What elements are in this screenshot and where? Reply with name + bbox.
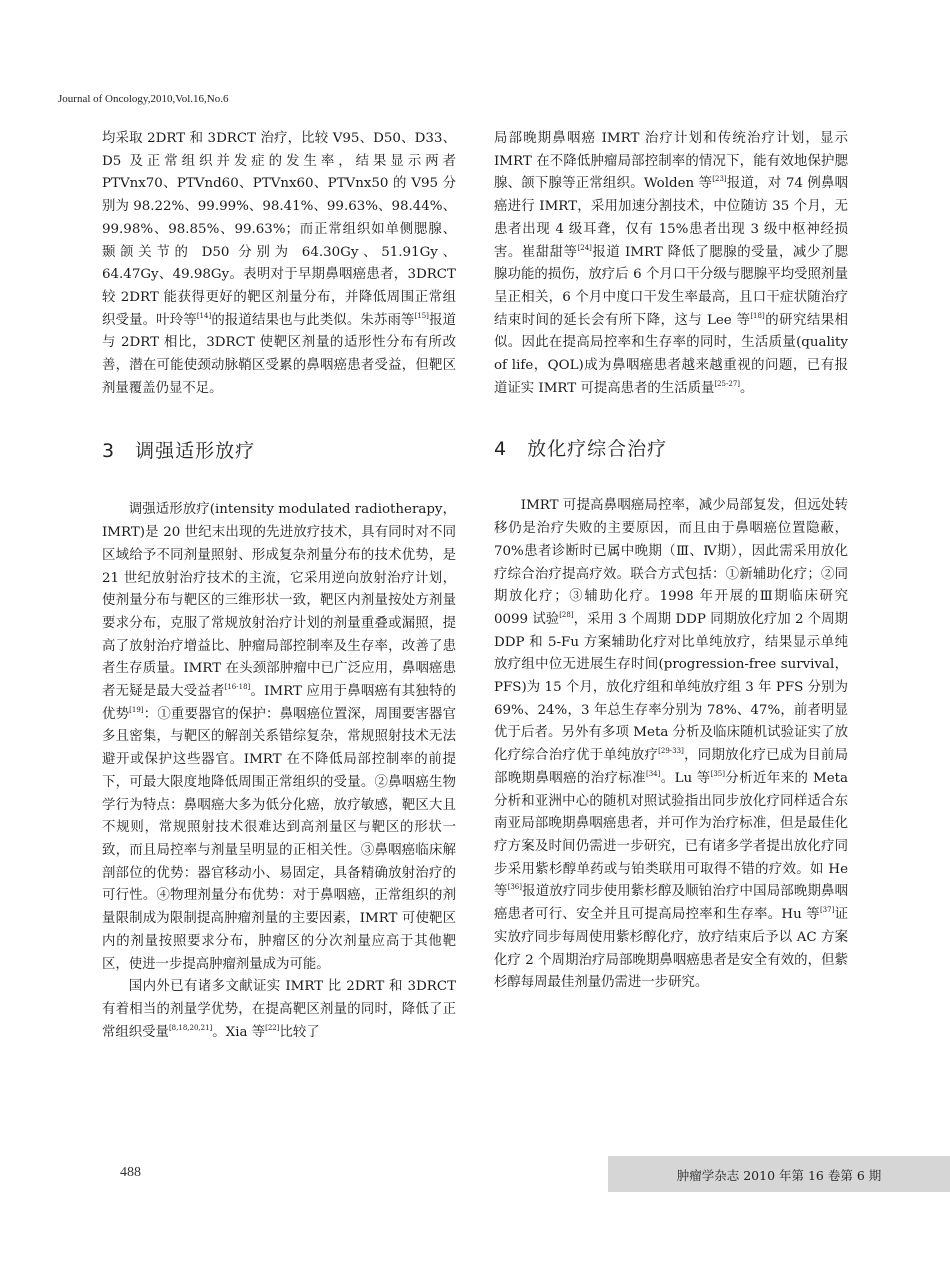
citation: [37] xyxy=(819,906,835,915)
paragraph-3drct-results: 均采取 2DRT 和 3DRCT 治疗，比较 V95、D50、D33、D5 及正常组织并发症的发生率，结果显示两者 PTVnx70、PTVnd60、PTVnx60、PTVnx50 的 V95 分别为 98.22%、99.99%、98.41%、99.63%、98.44%、99.98%、98.85%、99.63%；而正常组织如单侧腮腺、颞颌关节的 D50 分别为 64.30Gy、51.91Gy、64.47Gy、49.98Gy。表明对于早期鼻咽癌患者，3DRCT 较 2DRT 能获得更好的靶区剂量分布，并降低周围正常组织受量。叶玲等[14]的报道结果也与此类似。朱苏雨等[15]报道与 2DRT 相比，3DRCT 使靶区剂量的适形性分布有所改善，潜在可能使颈动脉鞘区受累的鼻咽癌患者受益，但靶区剂量覆盖仍显不足。 xyxy=(102,131,457,396)
citation: [16-18] xyxy=(224,683,251,692)
citation: [19] xyxy=(129,705,144,714)
section-3-heading: 3 调强适形放疗 xyxy=(102,440,256,463)
running-head: Journal of Oncology,2010,Vol.16,No.6 xyxy=(58,93,229,105)
citation: [18] xyxy=(750,311,765,320)
footer-journal-issue: 肿瘤学杂志 2010 年第 16 卷第 6 期 xyxy=(676,1168,882,1183)
page-number: 488 xyxy=(120,1165,141,1180)
citation: [15] xyxy=(414,311,429,320)
citation: [29-33] xyxy=(658,747,684,756)
citation: [34] xyxy=(645,769,661,778)
section-4-heading: 4 放化疗综合治疗 xyxy=(494,438,668,461)
citation: [23] xyxy=(712,175,727,184)
right-column xyxy=(494,128,848,995)
paragraph-imrt-dosimetry: 国内外已有诸多文献证实 IMRT 比 2DRT 和 3DRCT 有着相当的剂量学优势，在提高靶区剂量的同时，降低了正常组织受量[8,18,20,21]。Xia 等[22]比较了 xyxy=(102,979,456,1040)
citation: [8,18,20,21] xyxy=(168,1023,213,1032)
citation: [25-27] xyxy=(714,379,741,388)
citation: [24] xyxy=(577,243,592,252)
citation: [36] xyxy=(507,883,522,892)
paragraph-imrt-intro: 调强适形放疗(intensity modulated radiotherapy，IMRT)是 20 世纪末出现的先进放疗技术，具有同时对不同区域给予不同剂量照射、形成复杂剂量分布的技术优势，是 21 世纪放射治疗技术的主流，它采用逆向放射治疗计划，使剂量分布与靶区的三维形状一致，靶区内剂量按处方剂量要求分布，克服了常规放射治疗计划的剂量重叠或漏照，提高了放射治疗增益比、肿瘤局部控制率及生存率，改善了患者生存质量。IMRT 在头颈部肿瘤中已广泛应用，鼻咽癌患者无疑是最大受益者[16-18]。IMRT 应用于鼻咽癌有其独特的优势[19]：①重要器官的保护：鼻咽癌位置深，周围要害器官多且密集，与靶区的解剖关系错综复杂，常规照射技术无法避开或保护这些器官。IMRT 在不降低局部控制率的前提下，可最大限度地降低周围正常组织的受量。②鼻咽癌生物学行为特点：鼻咽癌大多为低分化癌，放疗敏感，靶区大且不规则，常规照射技术很难达到高剂量区与靶区的形状一致，而且局控率与剂量呈明显的正相关性。③鼻咽癌临床解剖部位的优势：器官移动小、易固定，具备精确放射治疗的可行性。④物理剂量分布优势：对于鼻咽癌，正常组织的剂量限制成为限制提高肿瘤剂量的主要因素，IMRT 可使靶区内的剂量按照要求分布，肿瘤区的分次剂量应高于其他靶区，使进一步提高肿瘤剂量成为可能。 xyxy=(102,502,457,972)
citation: [28] xyxy=(559,610,574,619)
citation: [35] xyxy=(710,769,725,778)
footer-band xyxy=(608,1156,950,1192)
paragraph-chemoradiotherapy: IMRT 可提高鼻咽癌局控率，减少局部复发，但远处转移仍是治疗失败的主要原因，而且由于鼻咽癌位置隐蔽，70%患者诊断时已属中晚期（Ⅲ、Ⅳ期），因此需采用放化疗综合治疗提高疗效。联合方式包括：①新辅助化疗；②同期放化疗；③辅助化疗。1998 年开展的Ⅲ期临床研究 0099 试验[28]，采用 3 个周期 DDP 同期放化疗加 2 个周期 DDP 和 5-Fu 方案辅助化疗对比单纯放疗，结果显示单纯放疗组中位无进展生存时间(progression-free survival，PFS)为 15 个月，放化疗组和单纯放疗组 3 年 PFS 分别为 69%、24%，3 年总生存率分别为 78%、47%，前者明显优于后者。另外有多项 Meta 分析及临床随机试验证实了放化疗综合治疗优于单纯放疗[29-33]，同期放化疗已成为目前局部晚期鼻咽癌的治疗标准[34]。Lu 等[35]分析近年来的 Meta 分析和亚洲中心的随机对照试验指出同步放化疗同样适合东南亚局部晚期鼻咽癌患者，并可作为治疗标准，但是最佳化疗方案及时间仍需进一步研究，已有诸多学者提出放化疗同步采用紫杉醇单药或与铂类联用可取得不错的疗效。如 He 等[36]报道放疗同步使用紫杉醇及顺铂治疗中国局部晚期鼻咽癌患者可行、安全并且可提高局控率和生存率。Hu 等[37]证实放疗同步每周使用紫杉醇化疗，放疗结束后予以 AC 方案化疗 2 个周期治疗局部晚期鼻咽癌患者是安全有效的，但紫杉醇每周最佳剂量仍需进一步研究。 xyxy=(494,498,849,991)
left-column xyxy=(102,128,456,1044)
citation: [14] xyxy=(196,311,212,320)
paragraph-imrt-outcomes: 局部晚期鼻咽癌 IMRT 治疗计划和传统治疗计划，显示 IMRT 在不降低肿瘤局部控制率的情况下，能有效地保护腮腺、颌下腺等正常组织。Wolden 等[23]报道，对 74 例鼻咽癌进行 IMRT，采用加速分割技术，中位随访 35 个月，无患者出现 4 级耳聋，仅有 15%患者出现 3 级中枢神经损害。崔甜甜等[24]报道 IMRT 降低了腮腺的受量，减少了腮腺功能的损伤，放疗后 6 个月口干分级与腮腺平均受照剂量呈正相关，6 个月中度口干发生率最高，且口干症状随治疗结束时间的延长会有所下降，这与 Lee 等[18]的研究结果相似。因此在提高局控率和生存率的同时，生活质量(quality of life，QOL)成为鼻咽癌患者越来越重视的问题，已有报道证实 IMRT 可提高患者的生活质量[25-27]。 xyxy=(494,131,849,396)
citation: [22] xyxy=(265,1023,280,1032)
